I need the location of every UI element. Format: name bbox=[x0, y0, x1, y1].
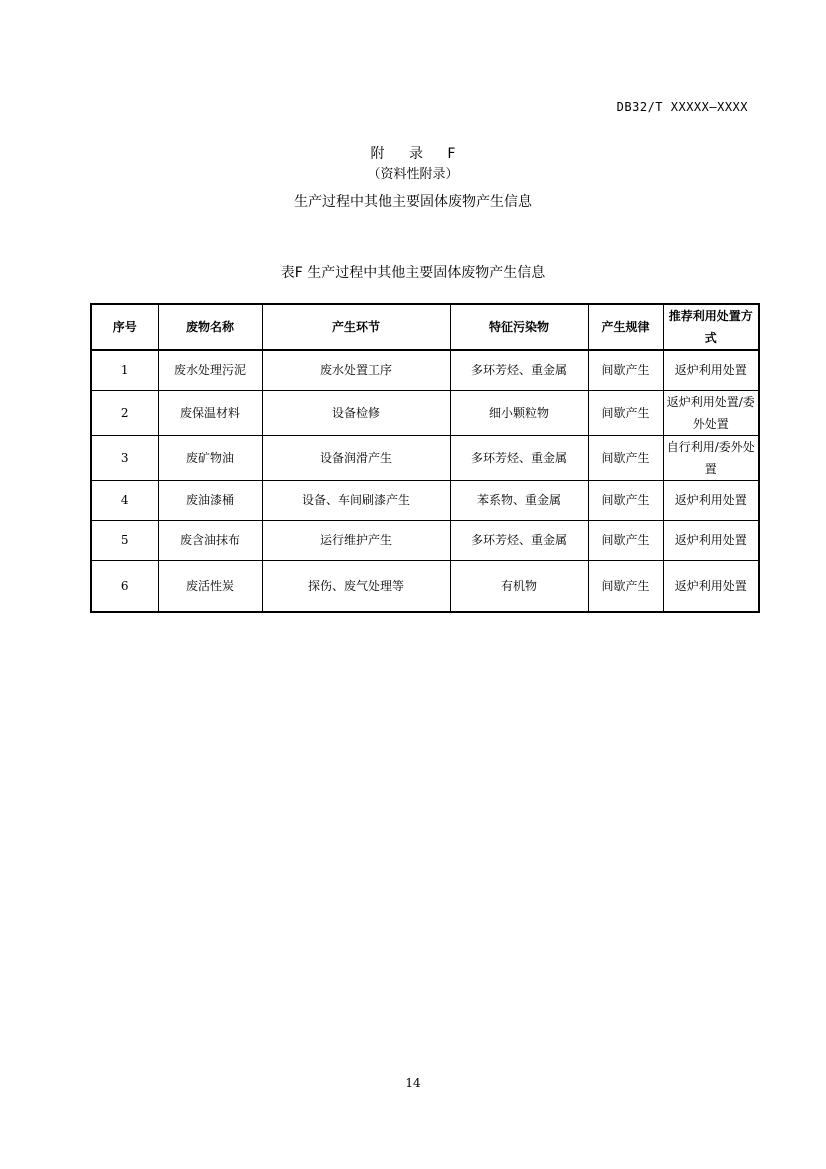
cell-generation-pattern: 间歇产生 bbox=[588, 390, 663, 435]
cell-disposal-method: 返炉利用处置/委外处置 bbox=[663, 390, 759, 435]
cell-index: 3 bbox=[91, 435, 158, 480]
cell-generation-stage: 设备润滑产生 bbox=[262, 435, 450, 480]
col-header-index: 序号 bbox=[91, 304, 158, 350]
page-number: 14 bbox=[405, 1076, 421, 1090]
col-header-generation-pattern: 产生规律 bbox=[588, 304, 663, 350]
table-row bbox=[91, 520, 759, 560]
cell-disposal-method: 返炉利用处置 bbox=[663, 350, 759, 390]
cell-waste-name: 废油漆桶 bbox=[158, 480, 262, 520]
cell-generation-pattern: 间歇产生 bbox=[588, 350, 663, 390]
cell-index: 6 bbox=[91, 560, 158, 612]
table-row bbox=[91, 350, 759, 390]
cell-generation-pattern: 间歇产生 bbox=[588, 480, 663, 520]
cell-generation-pattern: 间歇产生 bbox=[588, 520, 663, 560]
cell-waste-name: 废活性炭 bbox=[158, 560, 262, 612]
cell-pollutants: 细小颗粒物 bbox=[450, 390, 588, 435]
cell-disposal-method: 自行利用/委外处置 bbox=[663, 435, 759, 480]
cell-pollutants: 有机物 bbox=[450, 560, 588, 612]
cell-pollutants: 苯系物、重金属 bbox=[450, 480, 588, 520]
appendix-subtitle: （资料性附录） bbox=[367, 167, 459, 182]
cell-waste-name: 废水处理污泥 bbox=[158, 350, 262, 390]
cell-disposal-method: 返炉利用处置 bbox=[663, 520, 759, 560]
cell-waste-name: 废矿物油 bbox=[158, 435, 262, 480]
cell-pollutants: 多环芳烃、重金属 bbox=[450, 520, 588, 560]
table-caption: 表F 生产过程中其他主要固体废物产生信息 bbox=[280, 265, 546, 281]
cell-generation-stage: 运行维护产生 bbox=[262, 520, 450, 560]
cell-index: 4 bbox=[91, 480, 158, 520]
cell-generation-stage: 废水处置工序 bbox=[262, 350, 450, 390]
cell-generation-stage: 设备、车间刷漆产生 bbox=[262, 480, 450, 520]
waste-info-table bbox=[90, 303, 760, 613]
col-header-waste-name: 废物名称 bbox=[158, 304, 262, 350]
col-header-pollutants: 特征污染物 bbox=[450, 304, 588, 350]
table-row bbox=[91, 435, 759, 480]
document-code: DB32/T XXXXX—XXXX bbox=[616, 100, 748, 114]
cell-generation-pattern: 间歇产生 bbox=[588, 560, 663, 612]
table-row bbox=[91, 390, 759, 435]
cell-generation-stage: 设备检修 bbox=[262, 390, 450, 435]
appendix-heading: 生产过程中其他主要固体废物产生信息 bbox=[294, 194, 532, 210]
cell-generation-stage: 探伤、废气处理等 bbox=[262, 560, 450, 612]
cell-disposal-method: 返炉利用处置 bbox=[663, 480, 759, 520]
cell-disposal-method: 返炉利用处置 bbox=[663, 560, 759, 612]
cell-index: 5 bbox=[91, 520, 158, 560]
cell-pollutants: 多环芳烃、重金属 bbox=[450, 435, 588, 480]
cell-index: 1 bbox=[91, 350, 158, 390]
appendix-title: 附 录 F bbox=[370, 146, 466, 162]
table-row bbox=[91, 560, 759, 612]
table-header-row bbox=[91, 304, 759, 350]
cell-index: 2 bbox=[91, 390, 158, 435]
col-header-generation-stage: 产生环节 bbox=[262, 304, 450, 350]
cell-waste-name: 废保温材料 bbox=[158, 390, 262, 435]
table-row bbox=[91, 480, 759, 520]
col-header-disposal-method: 推荐利用处置方式 bbox=[663, 304, 759, 350]
cell-generation-pattern: 间歇产生 bbox=[588, 435, 663, 480]
cell-waste-name: 废含油抹布 bbox=[158, 520, 262, 560]
cell-pollutants: 多环芳烃、重金属 bbox=[450, 350, 588, 390]
